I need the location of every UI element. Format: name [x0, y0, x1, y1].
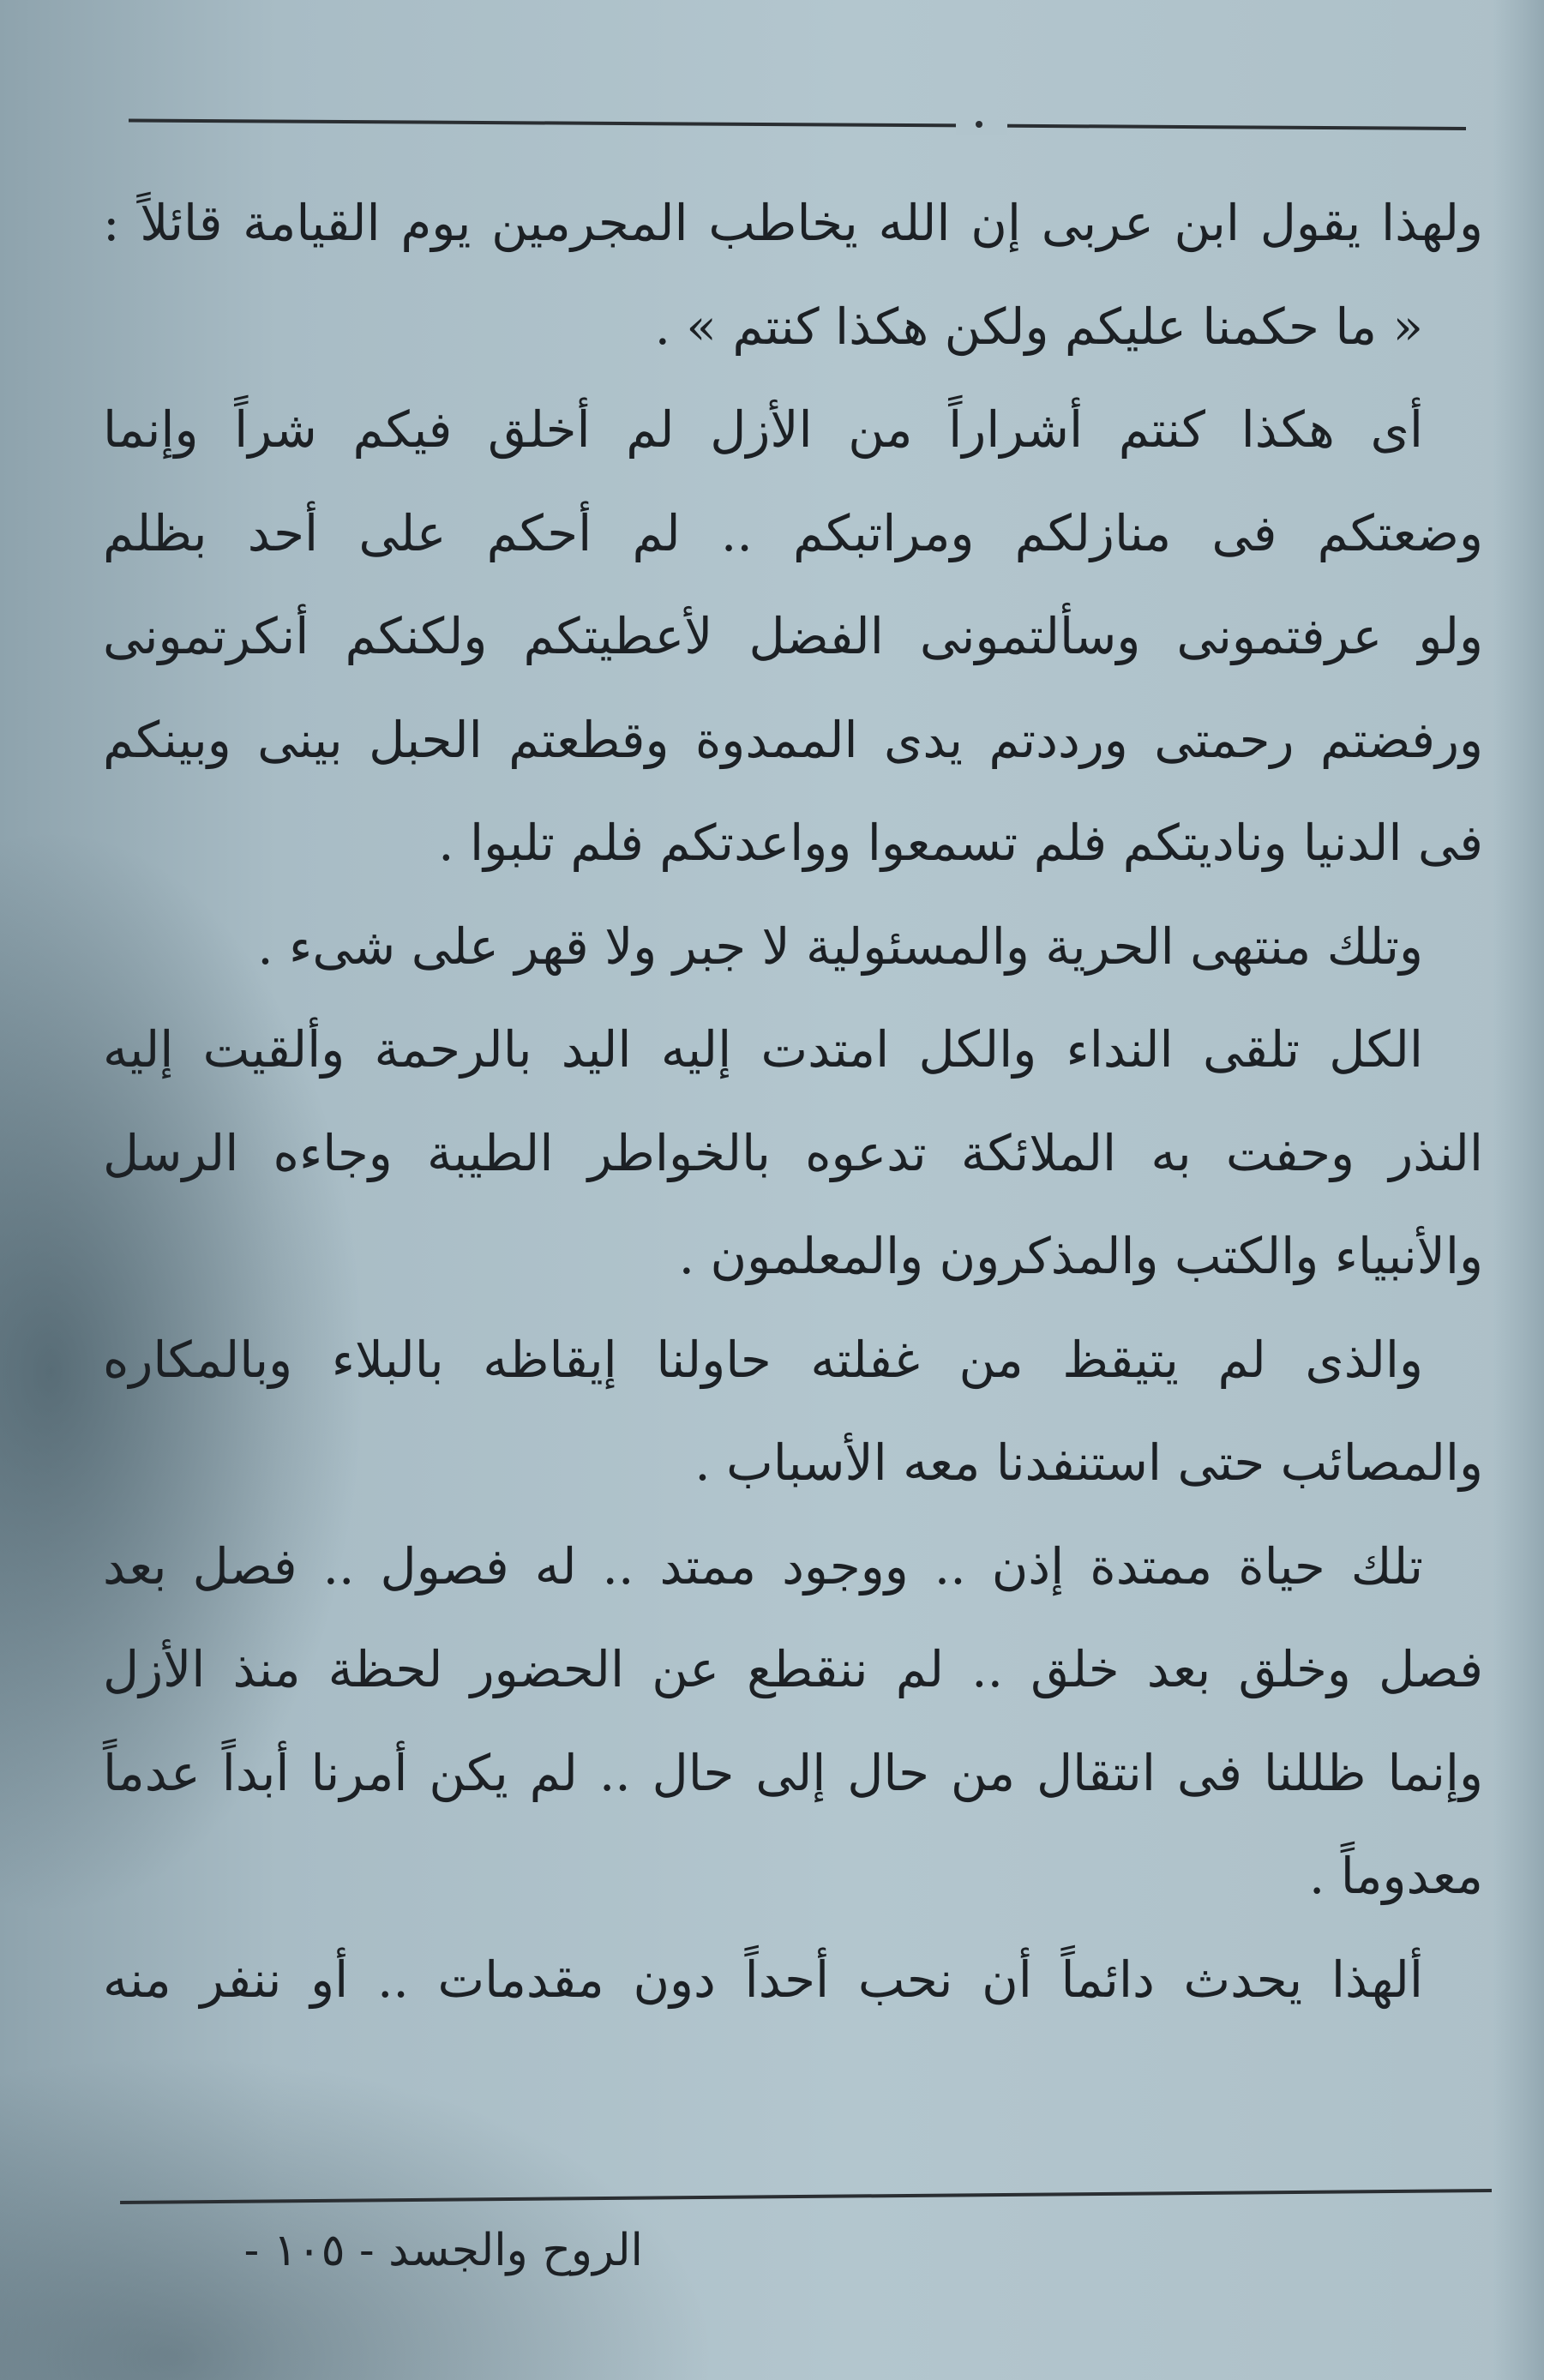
text-line: « ما حكمنا عليكم ولكن هكذا كنتم » .	[654, 297, 1423, 356]
header-rule	[129, 118, 1466, 130]
paragraph-2	[103, 378, 1483, 895]
text-line: وإنما ظللنا فى انتقال من حال إلى حال .. لم يكن أمرنا أبداً عدماً	[103, 1743, 1483, 1802]
paragraph-4	[103, 998, 1483, 1308]
text-line: أى هكذا كنتم أشراراً من الأزل لم أخلق فيكم شراً وإنما	[103, 400, 1423, 459]
text-line: معدوماً .	[1308, 1847, 1483, 1905]
text-line: ألهذا يحدث دائماً أن نحب أحداً دون مقدمات .. أو ننفر منه	[103, 1950, 1423, 2009]
paragraph-7	[103, 1928, 1483, 2032]
paragraph-5	[103, 1308, 1483, 1515]
text-line: فصل وخلق بعد خلق .. لم ننقطع عن الحضور لحظة منذ الأزل	[103, 1640, 1483, 1698]
text-line: والذى لم يتيقظ من غفلته حاولنا إيقاظه بالبلاء وبالمكاره	[103, 1330, 1423, 1389]
paragraph-1	[103, 171, 1483, 378]
header-rule-dot	[976, 121, 982, 128]
page-edge-shadow	[1493, 0, 1544, 2380]
text-line: والمصائب حتى استنفدنا معه الأسباب .	[694, 1433, 1483, 1492]
text-line: ولهذا يقول ابن عربى إن الله يخاطب المجرمين يوم القيامة قائلاً :	[103, 194, 1483, 252]
page-footer: الروح والجسد - ١٠٥ -	[243, 2225, 643, 2276]
footer-rule	[120, 2189, 1492, 2204]
text-line: تلك حياة ممتدة إذن .. ووجود ممتد .. له فصول .. فصل بعد	[103, 1536, 1423, 1596]
text-line: الكل تلقى النداء والكل امتدت إليه اليد بالرحمة وألقيت إليه	[103, 1020, 1423, 1079]
paragraph-6	[103, 1515, 1483, 1928]
body-text	[103, 171, 1483, 2169]
text-line: ولو عرفتمونى وسألتمونى الفضل لأعطيتكم ولكنكم أنكرتمونى	[103, 607, 1483, 665]
text-line: وتلك منتهى الحرية والمسئولية لا جبر ولا قهر على شىء .	[257, 917, 1423, 976]
text-line: فى الدنيا وناديتكم فلم تسمعوا وواعدتكم فلم تلبوا .	[438, 814, 1483, 872]
text-line: ورفضتم رحمتى ورددتم يدى الممدوة وقطعتم الحبل بينى وبينكم	[103, 710, 1483, 769]
text-line: والأنبياء والكتب والمذكرون والمعلمون .	[678, 1227, 1483, 1285]
text-line: النذر وحفت به الملائكة تدعوه بالخواطر الطيبة وجاءه الرسل	[103, 1123, 1483, 1182]
text-line: وضعتكم فى منازلكم ومراتبكم .. لم أحكم على أحد بظلم	[103, 503, 1483, 562]
paragraph-3	[103, 895, 1483, 999]
